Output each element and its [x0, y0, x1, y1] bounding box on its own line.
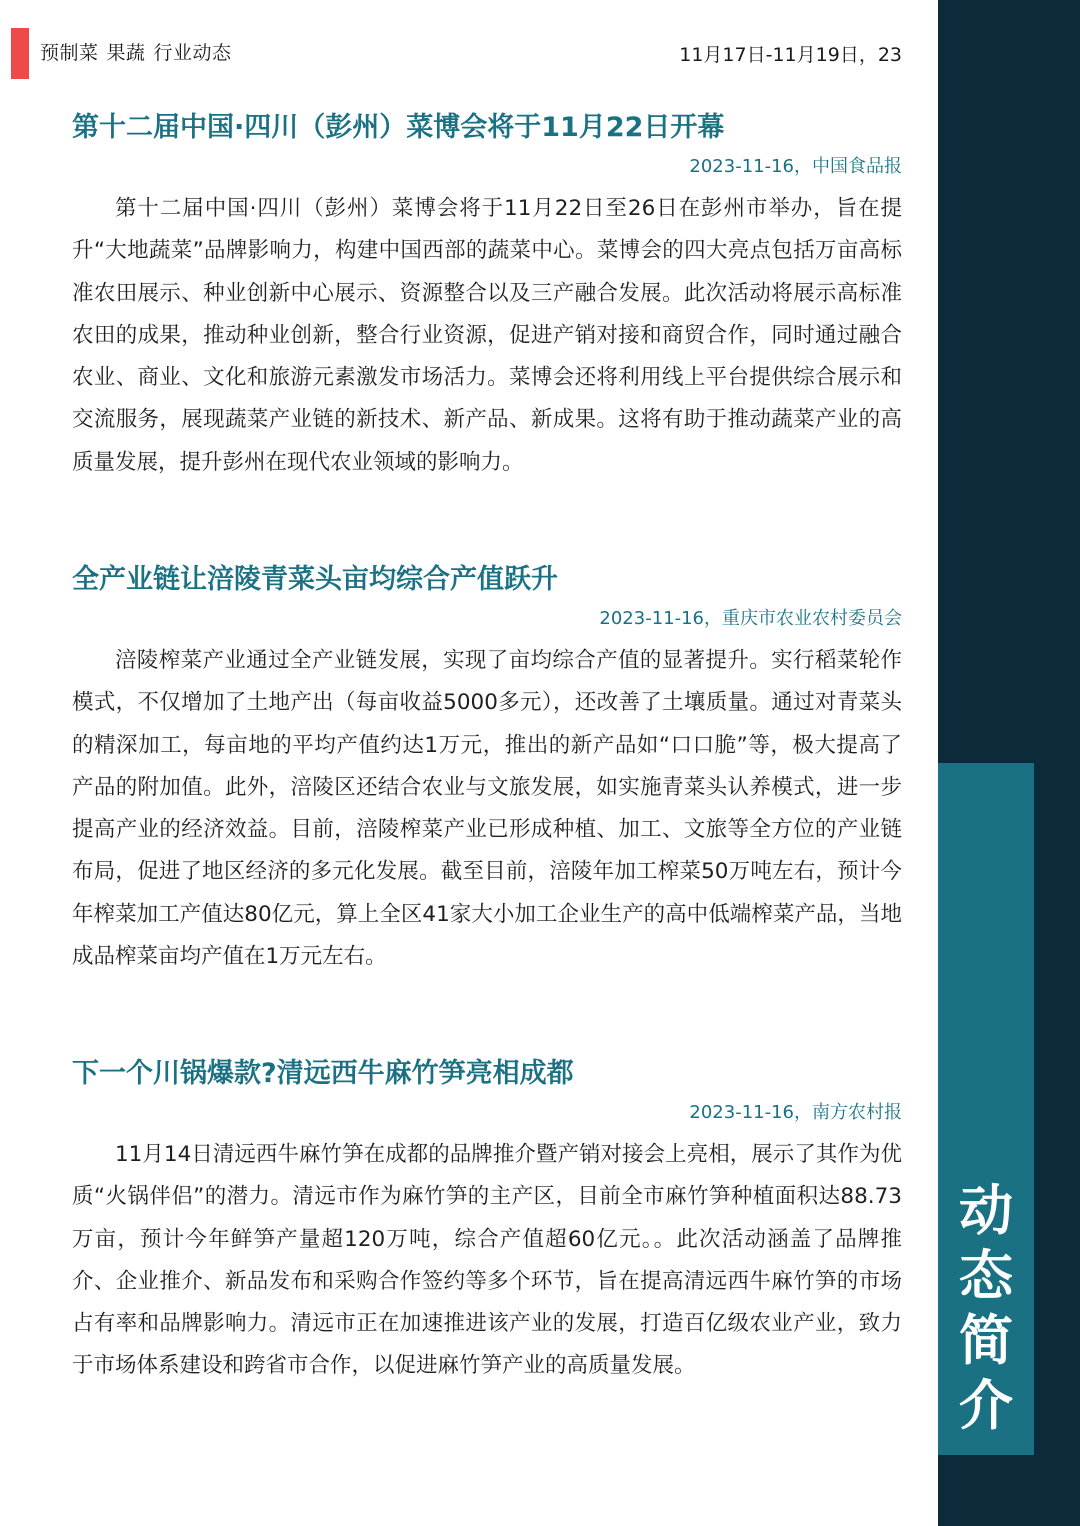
article-title: 第十二届中国·四川（彭州）菜博会将于11月22日开幕	[72, 112, 725, 143]
article-body: 涪陵榨菜产业通过全产业链发展，实现了亩均综合产值的显著提升。实行稻菜轮作模式，不仅增加了土地产出（每亩收益5000多元），还改善了土壤质量。通过对青菜头的精深加工，每亩地的平均产值约达1万元，推出的新产品如“口口脆”等，极大提高了产品的附加值。此外，涪陵区还结合农业与文旅发展，如实施青菜头认养模式，进一步提高产业的经济效益。目前，涪陵榨菜产业已形成种植、加工、文旅等全方位的产业链布局，促进了地区经济的多元化发展。截至目前，涪陵年加工榨菜50万吨左右，预计今年榨菜加工产值达80亿元，算上全区41家大小加工企业生产的高中低端榨菜产品，当地成品榨菜亩均产值在1万元左右。	[72, 648, 902, 970]
header-tag: 行业动态	[153, 42, 232, 64]
header-tag: 果蔬	[106, 42, 146, 64]
header-date-range: 11月17日-11月19日，23	[679, 44, 902, 66]
header-tag: 预制菜	[40, 42, 99, 64]
article-meta: 2023-11-16，重庆市农业农村委员会	[599, 608, 902, 629]
article-meta: 2023-11-16，中国食品报	[689, 156, 902, 177]
header-tags	[40, 38, 240, 65]
article-2	[72, 560, 902, 978]
sidebar-title-char: 简	[959, 1309, 1013, 1372]
sidebar-title	[938, 1178, 1034, 1438]
article-3	[72, 1054, 902, 1388]
article-body: 第十二届中国·四川（彭州）菜博会将于11月22日至26日在彭州市举办，旨在提升“大地蔬菜”品牌影响力，构建中国西部的蔬菜中心。菜博会的四大亮点包括万亩高标准农田展示、种业创新中心展示、资源整合以及三产融合发展。此次活动将展示高标准农田的成果，推动种业创新，整合行业资源，促进产销对接和商贸合作，同时通过融合农业、商业、文化和旅游元素激发市场活力。菜博会还将利用线上平台提供综合展示和交流服务，展现蔬菜产业链的新技术、新产品、新成果。这将有助于推动蔬菜产业的高质量发展，提升彭州在现代农业领域的影响力。	[72, 196, 902, 475]
article-1	[72, 108, 902, 484]
sidebar-title-char: 动	[959, 1179, 1013, 1242]
article-title: 全产业链让涪陵青菜头亩均综合产值跃升	[72, 564, 558, 595]
sidebar-title-char: 介	[959, 1374, 1013, 1437]
article-title: 下一个川锅爆款?清远西牛麻竹笋亮相成都	[72, 1058, 574, 1089]
sidebar-title-char: 态	[959, 1244, 1013, 1307]
article-meta: 2023-11-16，南方农村报	[689, 1102, 902, 1123]
header-marker	[11, 28, 29, 79]
article-body: 11月14日清远西牛麻竹笋在成都的品牌推介暨产销对接会上亮相，展示了其作为优质“火锅伴侣”的潜力。清远市作为麻竹笋的主产区，目前全市麻竹笋种植面积达88.73万亩，预计今年鲜笋产量超120万吨，综合产值超60亿元。。此次活动涵盖了品牌推介、企业推介、新品发布和采购合作签约等多个环节，旨在提高清远西牛麻竹笋的市场占有率和品牌影响力。清远市正在加速推进该产业的发展，打造百亿级农业产业，致力于市场体系建设和跨省市合作，以促进麻竹笋产业的高质量发展。	[72, 1142, 902, 1379]
